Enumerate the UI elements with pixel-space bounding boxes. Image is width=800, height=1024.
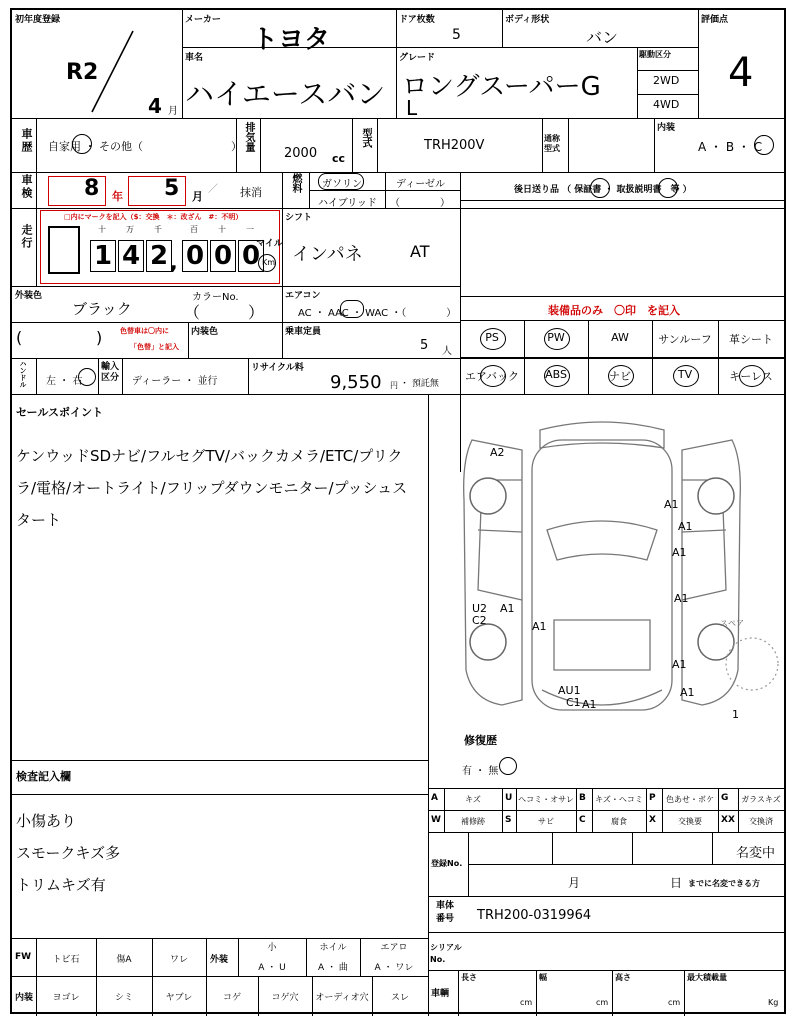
interior-grade-label: 内装: [657, 123, 676, 133]
repair-label: 修復歴: [464, 734, 497, 747]
damage-mark-6: C2: [472, 614, 487, 627]
registration-month-unit: 月: [568, 876, 581, 890]
aircon-value: AC ・ AAC ・ WAC ・（ ）: [298, 308, 457, 319]
capacity-unit: 人: [442, 346, 452, 357]
legend-divider: [502, 788, 503, 810]
legend-divider: [516, 788, 517, 810]
first-reg-label: 初年度登録: [15, 15, 61, 25]
fw-divider: [206, 938, 207, 976]
legend-row1-code-0: A: [431, 793, 438, 803]
load-unit: Kg: [768, 998, 779, 1007]
legend-divider: [738, 788, 739, 810]
history-circle: [72, 134, 92, 154]
legend-row2-label-4: 交換済: [749, 817, 773, 826]
fw-aero_label: エアロ: [380, 943, 408, 953]
score-label: 評価点: [701, 15, 729, 25]
legend-divider: [576, 788, 577, 810]
repair-circle: [499, 757, 517, 775]
fuel-hybrid: ハイブリッド: [318, 198, 377, 209]
capacity-value: 5: [420, 338, 429, 353]
length-label: 長さ: [461, 973, 477, 982]
shift-value: インパネ: [292, 244, 363, 265]
exterior-color-value: ブラック: [72, 300, 132, 318]
legend-row1-label-2: キズ・ヘコミ: [595, 795, 643, 804]
grade-line2: L: [406, 96, 418, 120]
km-label: Km: [262, 258, 276, 267]
fw-label: FW: [15, 952, 32, 962]
spare-tire: [726, 638, 778, 690]
fw-aero_value: A ・ ワレ: [374, 963, 414, 973]
damage-mark-8: A1: [672, 658, 687, 671]
mile-label: マイル: [256, 239, 283, 249]
odometer-digit-1: 4: [118, 240, 144, 272]
disp-value: 2000: [284, 146, 318, 161]
legend-divider: [444, 810, 445, 832]
odometer-unit-2: 千: [154, 225, 162, 234]
import-label: 輸入区分: [101, 362, 120, 383]
damage-mark-10: AU1: [558, 684, 581, 697]
legend-row2-code-3: X: [649, 815, 656, 825]
disp-unit: cc: [332, 152, 346, 165]
import-value: ディーラー ・ 並行: [132, 376, 218, 387]
damage-mark-12: A1: [582, 698, 597, 711]
km-circle: [258, 254, 276, 272]
inspection-year: 8: [84, 176, 100, 201]
wheel-rear-left: [470, 624, 506, 660]
legend-divider: [718, 810, 719, 832]
exterior-color-label: 外装色: [15, 291, 43, 301]
fw-small_label: 小: [267, 943, 277, 953]
fuel-other: （ ）: [390, 198, 450, 209]
aircon-circle: [340, 300, 364, 318]
interior-grade-circle: [754, 135, 774, 155]
later-circle-1: [590, 178, 610, 198]
odometer-unit-1: 万: [126, 225, 134, 234]
chassis-label: 車体番号: [436, 901, 455, 924]
color-no-value: （ ）: [184, 303, 265, 322]
equipment-row2-2: ナビ: [609, 370, 631, 383]
legend-divider: [516, 810, 517, 832]
fw-exterior-label: 外装: [210, 955, 229, 965]
odometer-digit-3: 0: [182, 240, 208, 272]
first-reg-slash: [88, 28, 138, 114]
legend-divider: [646, 788, 647, 810]
legend-row1-code-4: G: [721, 793, 729, 803]
recycle-value: 9,550: [330, 372, 382, 393]
interior-damage-1: シミ: [114, 993, 133, 1003]
legend-row1-label-1: ヘコミ・オサレ: [518, 795, 574, 804]
serial-label: シリアルNo.: [430, 943, 462, 964]
type-value: TRH200V: [424, 138, 485, 153]
inspection-note-0: 小傷あり: [16, 812, 77, 830]
legend-row1-code-2: B: [579, 793, 586, 803]
interior-damage-4: コゲ穴: [271, 993, 299, 1003]
interior-damage-0: ヨゴレ: [52, 993, 80, 1003]
odometer-digit-2: 2: [146, 240, 172, 272]
car-diagram: [442, 420, 782, 730]
inspection-month-unit: 月: [192, 190, 203, 203]
legend-divider: [502, 810, 503, 832]
disp-label: 排気量: [243, 122, 254, 152]
grade-line1: ロングスーパーG: [402, 72, 601, 102]
equipment-row1-2: AW: [611, 331, 629, 344]
auction-sheet: 初年度登録 R2 4 月 メーカー トヨタ ドア枚数 5 ボディ形状 バン 評価点 4 車名 ハイエースバン グレード ロングスーパーG L 駆動区分 2WD 4WD 車歴 自家用 ・ その他（ ） 排気量 2000 cc 型式 TRH200V 通称型式 内装 A ・ B ・ C 車検 8 年 5 月 ／ 抹消 燃料 ガソリン ディーゼル ハイブリッド （ ） 後日送り品 （ 保証書 ・ 取扱説明書 等 ） 走行 □内にマークを記入（$：交換 ＊：改ざん #：不明） 十 1 万 4 千 2 百 0 十 0 一 0 , マイル Km シフト インパネ AT 外装色 ブラック カラーNo. （ ） ( ) 色替車は〇内に 「色替」と記入 内装色 エアコン AC ・ AAC ・ WAC ・（ ） 乗車定員 5 人 装備品のみ 〇印 を記入 PS PW AW サンルーフ 革シート エアバック ABS ナビ TV キーレス ハンドル 左 ・ 右 輸入区分 ディーラー ・ 並行 リサイクル料 9,550 円 ・ 預託無 セールスポイント ケンウッドSDナビ/フルセグTV/バックカメラ/ETC/プリクラ/電格/オートライト/フリップダウンモニター/プッシュスタート 検査記入欄 小傷あり スモークキズ多 トリムキズ有 A2 A1 A1 A1 A1 U2 C2 A1 A1 A1 AU1 C1 A1 A1 スペア 1 修復歴 有 ・ 無 A キズ U ヘコミ・オサレ B キズ・ヘコミ P 色あせ・ボケ G ガラスキズ W 補修跡 S サビ C 腐食 X 交換要 XX 交換済 登録No. 名変中 月 日 までに名変できる方 車体番号 TRH200-0319964 シリアルNo. 車輌 長さ cm 幅 cm 高さ cm 最大積載量 Kg FW トビ石 傷A ワレ 外装 小 A ・ U ホイル A ・ 曲 エアロ A ・ ワレ 内装 ヨゴレ シミ ヤブレ コゲ コゲ穴 オーディオ穴 スレ: [10, 8, 786, 1014]
handle-value: 左 ・ 右: [46, 376, 83, 387]
name-change: 名変中: [736, 846, 776, 861]
legend-row1-code-3: P: [649, 793, 656, 803]
drive-4wd: 4WD: [653, 98, 680, 111]
damage-mark-3: A1: [672, 546, 687, 559]
legend-row2-label-2: 腐食: [611, 817, 627, 826]
odometer-unit-5: 一: [246, 225, 254, 234]
height-label: 高さ: [615, 973, 631, 982]
recycle-unit: 円: [390, 381, 398, 390]
history-value: 自家用 ・ その他（ ）: [48, 140, 242, 153]
fuel-gas: ガソリン: [322, 179, 362, 190]
odometer-digit-0: 1: [90, 240, 116, 272]
later-circle-2: [658, 178, 678, 198]
car-front-bumper: [540, 422, 664, 448]
mileage-label: 走行: [20, 224, 33, 250]
legend-row1-label-0: キズ: [465, 795, 481, 804]
legend-row2-code-1: S: [505, 815, 512, 825]
body-value: バン: [586, 28, 619, 47]
fuel-label: 燃料: [290, 173, 301, 193]
recycle-label: リサイクル料: [251, 363, 304, 373]
legend-divider: [646, 810, 647, 832]
maker-value: トヨタ: [252, 25, 331, 55]
equipment-circle-row2-2: [608, 365, 634, 387]
later-items: 後日送り品 （ 保証書 ・ 取扱説明書 等 ）: [514, 185, 692, 195]
damage-mark-7: A1: [500, 602, 515, 615]
shift-type: AT: [410, 242, 430, 261]
inspection-cancel: 抹消: [240, 186, 262, 199]
damage-mark-4: A1: [674, 592, 689, 605]
width-label: 幅: [539, 973, 547, 982]
legend-divider: [738, 810, 739, 832]
sales-points-text: ケンウッドSDナビ/フルセグTV/バックカメラ/ETC/プリクラ/電格/オートライト/フリップダウンモニター/プッシュスタート: [16, 447, 408, 529]
fw-item-2: ワレ: [169, 955, 188, 965]
car-roof: [554, 620, 650, 670]
spare-label: スペア: [720, 619, 744, 628]
legend-row2-label-1: サビ: [538, 817, 554, 826]
first-reg-month: 4: [148, 94, 162, 118]
interior-damage-label: 内装: [15, 993, 34, 1003]
legend-divider: [662, 788, 663, 810]
inspection-notes-label: 検査記入欄: [16, 770, 71, 783]
first-reg-year: R2: [66, 60, 99, 85]
inspection-label: 車検: [20, 174, 33, 200]
interior-damage-6: スレ: [390, 993, 409, 1003]
color-no-label: カラーNo.: [192, 292, 239, 303]
car-windshield: [547, 521, 657, 560]
body-dims-label: 車輌: [431, 989, 450, 999]
sales-points-label: セールスポイント: [16, 406, 104, 419]
grade-label: グレード: [399, 53, 436, 63]
fw-wheel_label: ホイル: [319, 943, 347, 953]
odometer-comma: ,: [170, 250, 178, 274]
damage-mark-2: A1: [678, 520, 693, 533]
legend-divider: [592, 810, 593, 832]
legend-row2-code-0: W: [431, 815, 441, 825]
legend-row1-code-1: U: [505, 793, 513, 803]
legend-divider: [444, 788, 445, 810]
mileage-mark-box: [48, 226, 80, 274]
equipment-circle-row1-0: [480, 328, 506, 350]
equipment-divider: [460, 357, 784, 358]
registration-label: 登録No.: [431, 859, 463, 868]
damage-mark-13: A1: [532, 620, 547, 633]
handle-circle: [78, 368, 96, 386]
legend-row2-code-4: XX: [721, 815, 735, 825]
fw-item-1: 傷A: [116, 955, 132, 965]
interior-color-label: 内装色: [191, 327, 219, 337]
body-label: ボディ形状: [505, 15, 550, 25]
fuel-gas-circle: [318, 173, 364, 190]
inspection-note-2: トリムキズ有: [16, 876, 106, 894]
color-change-note-2: 「色替」と記入: [130, 343, 179, 351]
equipment-row2-3: TV: [677, 368, 693, 381]
capacity-label: 乗車定員: [285, 327, 322, 337]
drive-label: 駆動区分: [639, 50, 671, 59]
inspection-note-1: スモークキズ多: [16, 844, 121, 862]
repair-value: 有 ・ 無: [462, 766, 499, 777]
fw-wheel_value: A ・ 曲: [318, 963, 348, 973]
equipment-title: 装備品のみ 〇印 を記入: [548, 304, 680, 317]
color-change-note-1: 色替車は〇内に: [120, 327, 169, 335]
width-unit: cm: [596, 998, 609, 1007]
equipment-circle-row1-1: [544, 328, 570, 350]
odometer-unit-0: 十: [98, 225, 106, 234]
length-unit: cm: [520, 998, 533, 1007]
history-label: 車歴: [20, 128, 33, 154]
mileage-note: □内にマークを記入（$：交換 ＊：改ざん #：不明）: [64, 213, 243, 221]
doors-value: 5: [452, 27, 461, 43]
equipment-row2-4: キーレス: [729, 370, 773, 383]
interior-damage-3: コゲ: [222, 993, 241, 1003]
equipment-row1-4: 革シート: [729, 333, 773, 346]
chassis-value: TRH200-0319964: [477, 908, 592, 923]
diagram-count: 1: [732, 708, 739, 721]
damage-mark-1: A1: [664, 498, 679, 511]
equipment-circle-row2-1: [544, 365, 570, 387]
damage-mark-9: A1: [680, 686, 695, 699]
equipment-circle-row2-3: [673, 365, 699, 387]
carname-value: ハイエースバン: [185, 77, 386, 111]
fw-item-0: トビ石: [52, 955, 80, 965]
legend-divider: [592, 788, 593, 810]
registration-day-unit: 日: [670, 876, 683, 890]
legend-row2-code-2: C: [579, 815, 586, 825]
registration-deadline: までに名変できる方: [688, 879, 760, 888]
score-value: 4: [728, 50, 754, 96]
legend-divider: [718, 788, 719, 810]
equipment-row1-3: サンルーフ: [658, 333, 712, 346]
equipment-row2-0: エアバック: [464, 370, 520, 383]
handle-label: ハンドル: [19, 360, 27, 388]
wheel-front-left: [470, 478, 506, 514]
damage-mark-11: C1: [566, 696, 581, 709]
shift-label: シフト: [285, 213, 313, 223]
fuel-diesel: ディーゼル: [396, 179, 445, 190]
carname-label: 車名: [185, 53, 204, 63]
common-type-label: 通称型式: [544, 134, 560, 153]
interior-grade-value: A ・ B ・ C: [698, 140, 763, 154]
interior-damage-5: オーディオ穴: [315, 993, 369, 1003]
type-label: 型式: [360, 128, 371, 148]
legend-divider: [576, 810, 577, 832]
equipment-row1-0: PS: [485, 331, 499, 344]
damage-mark-0: A2: [490, 446, 505, 459]
inspection-year-unit: 年: [112, 190, 123, 203]
height-unit: cm: [668, 998, 681, 1007]
damage-marks: [472, 446, 695, 711]
fw-small_value: A ・ U: [258, 963, 286, 973]
legend-divider: [662, 810, 663, 832]
aircon-label: エアコン: [285, 291, 321, 301]
odometer-digit-4: 0: [210, 240, 236, 272]
odometer-unit-4: 十: [218, 225, 226, 234]
interior-damage-2: ヤブレ: [165, 993, 193, 1003]
equipment-row1-1: PW: [547, 331, 565, 344]
first-reg-month-unit: 月: [168, 106, 178, 117]
legend-row1-label-3: 色あせ・ボケ: [666, 795, 714, 804]
legend-row1-label-4: ガラスキズ: [741, 795, 781, 804]
drive-2wd: 2WD: [653, 74, 680, 87]
legend-row2-label-0: 補修跡: [461, 817, 485, 826]
inspection-month: 5: [164, 176, 180, 201]
wheel-rear-right: [698, 624, 734, 660]
deposit-value: ・ 預託無: [400, 379, 439, 389]
doors-label: ドア枚数: [399, 15, 435, 25]
maker-label: メーカー: [185, 15, 221, 25]
wheel-front-right: [698, 478, 734, 514]
load-label: 最大積載量: [687, 973, 727, 982]
damage-mark-5: U2: [472, 602, 488, 615]
equipment-circle-row2-4: [739, 365, 765, 387]
odometer-unit-3: 百: [190, 225, 198, 234]
odometer-digit-5: 0: [238, 240, 264, 272]
equipment-row2-1: ABS: [545, 368, 567, 381]
equipment-circle-row2-0: [480, 365, 506, 387]
legend-row2-label-3: 交換要: [678, 817, 702, 826]
